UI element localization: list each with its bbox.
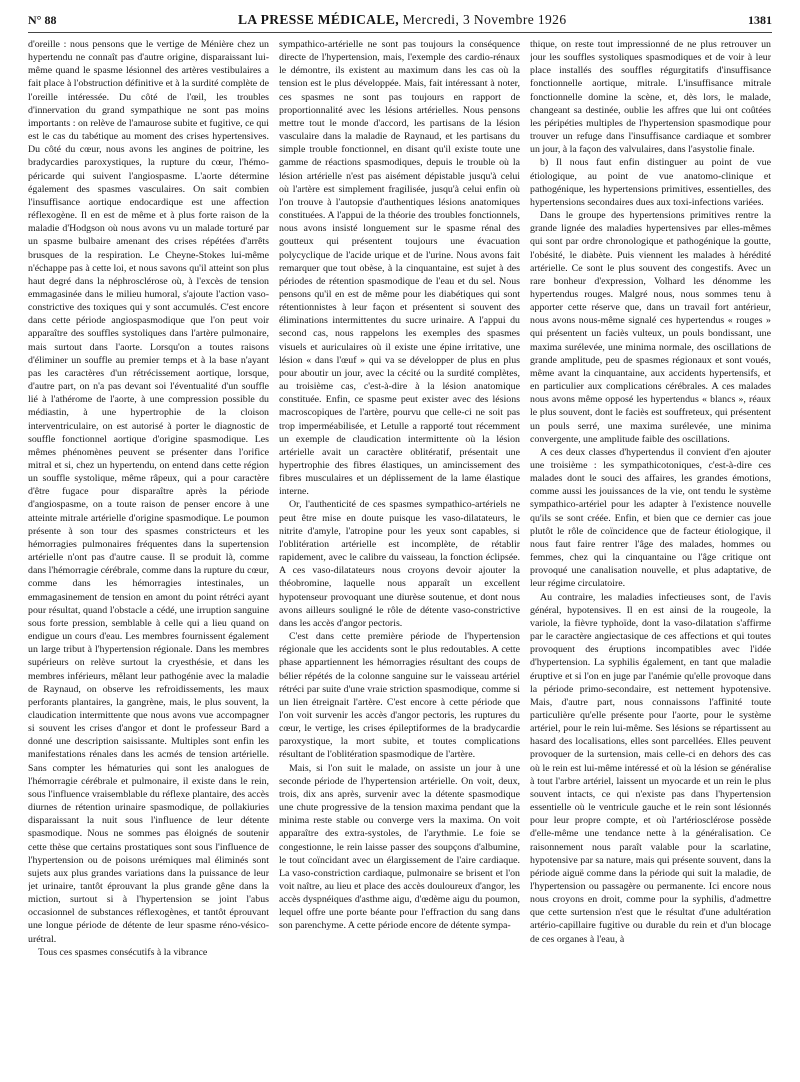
journal-masthead <box>238 12 567 28</box>
paragraph: Tous ces spasmes consécutifs à la vibrance <box>38 946 208 958</box>
paragraph: thique, on reste tout impressionné de ne plus retrouver un jour les souffles systoliques spasmodiques et de voir à leur place installés des souffles régurgitatifs d'insuffisance fonctionnelle aortique, mitrale. L'insuffisance mitrale fonctionnelle domine la scène, et, dès lors, le malade, changeant sa destinée, oublie les affres que lui ont coûtées les péripéties multiples de l'hypertension spasmodique pour trouver un refuge dans l'insuffisance cardiaque et sombrer un jour, à la façon des valvulaires, dans l'asystolie finale. <box>530 39 771 156</box>
article-body <box>28 38 772 1072</box>
journal-title: LA PRESSE MÉDICALE, <box>237 12 399 27</box>
issue-date: Mercredi, 3 Novembre 1926 <box>402 12 567 27</box>
text-column-3 <box>530 38 771 1072</box>
text-column-2 <box>279 38 520 1072</box>
text-column-1 <box>28 38 269 1072</box>
paragraph: Mais, si l'on suit le malade, on assiste un jour à une seconde période de l'hypertension artérielle. On voit, deux, trois, dix ans après, survenir avec la détente spasmodique une chute progressive de la tension maxima pendant que la minima reste stable ou converge vers la maxima. On voit apparaître des extra-systoles, de l'arythmie. Le foie se congestionne, le rein laisse passer des soupçons d'albumine, le tout coïncidant avec un élargissement de l'aire cardiaque. La vaso-constriction cardiaque, pulmonaire se brisent et l'on voit naître, au lieu et place des accès douloureux d'angor, les accès dyspnéiques d'asthme aigu, d'œdème aigu du poumon, lequel offre une porte béante pour l'effraction du sang dans son parenchyme. A cette période encore de détente sympa- <box>279 762 520 932</box>
paragraph: d'oreille : nous pensons que le vertige de Ménière chez un hypertendu ne connaît pas d'autre origine, disparaissant lui-même quand le spasme lésionnel des artères vestibulaires a fait place à l'obstruction définitive et à la surdité complète de l'oreille intéressée. Du côté de l'œil, les troubles d'innervation du grand sympathique ne sont pas moins importants : on relève de l'amaurose subite et fugitive, ce qui est le cas du tabétique au moment des crises hypertensives. Du côté du cœur, nous avons les angines de poitrine, les bradycardies paroxystiques, la rupture du cœur, l'hémo-péricarde qui suivent l'angiospasme. L'aorte détermine également des spasmes vasculaires. On sait combien l'insuffisance aortique endocardique est une affection réflexogène. Il en est de même et à plus forte raison de la maladie d'Hodgson où nous avons vu un malade torturé par un spasme bulbaire amenant des crises répétées d'arrêts brusques de la respiration. Le Cheyne-Stokes lui-même n'échappe pas à cette loi, et nous savons qu'il atteint son plus haut degré dans la néphrosclérose où, à l'excès de tension emmagasinée dans le milieu humoral, s'ajoute l'action vaso-constrictive des toxiques qui y sont accumulés. C'est encore dans cette période angiospasmodique que l'on peut voir apparaître des souffles systoliques dans l'artère pulmonaire, mais surtout dans l'aorte. Lorsqu'on a toutes raisons d'éliminer un souffle au premier temps et à la base n'ayant pas les caractères d'un rétrécissement aortique, lorsque, d'autre part, on n'a pas devant soi l'éventualité d'un souffle lié à l'athérome de l'aorte, à une compression possible du médiastin, à une hypertrophie de la cloison interventriculaire, on est autorisé à porter le diagnostic de souffle fonctionnel aortique d'origine spasmodique. Les mêmes phénomènes peuvent se présenter dans l'orifice mitral et si, chez un hypertendu, on entend dans cette région un souffle systolique, même râpeux, qui a pour caractère d'être fugace pour disparaître après la période d'angiospasme, on a toute raison de penser encore à une atteinte mitrale artérielle d'origine spasmodique. Le poumon présente à son tour des spasmes constricteurs et les hémorragies pulmonaires fréquentes dans la supertension artérielle n'ont pas d'autre cause. Il se produit là, comme dans l'hémorragie cérébrale, comme dans la rupture du cœur, comme dans les hémorragies intestinales, un emmagasinement de tension en amont du point rétréci ayant pour résultat, quand l'obstacle a cédé, une irruption sanguine sous forte pression, semblable à celle qui a lieu quand on endigue un cours d'eau. Les membres fournissent également un large tribut à l'hypertension régionale. Dans les membres supérieurs on relève surtout la cryesthésie, et dans les membres inférieurs, mêlant leur pathogénie avec la maladie de Raynaud, on observe les refroidissements, les maux perforants plantaires, la gangrène, mais, le plus souvent, la claudication intermittente que nous avons vue accompagner si souvent les crises d'angor et dont le professeur Bard a donné une description saisissante. Multiples sont enfin les manifestations rénales dans les acmés de tension artérielle. Sans compter les hématuries qui sont les analogues de l'hémorragie cérébrale et pulmonaire, il existe dans le rein, sous l'influence vraisemblable du réflexe plantaire, des accès diurnes de rétention urinaire spasmodique, de pollakiuries disparaissant la nuit sous l'influence de leur détente spasmodique. Nous ne sommes pas éloignés de soutenir cette thèse que certains prostatiques sont sous l'influence de l'hypertension ou de poisons urémiques mal éliminés sont sujets aux plus grandes variations dans la puissance de leur jet urinaire, tantôt éprouvant la plus grande gêne dans la miction, surtout si à l'hypertension se joint l'abus occasionnel de substances réflexogènes, et tantôt éprouvant une longue période de détente de leur spasme réno-vésico-urétral. <box>28 39 269 945</box>
page-header <box>28 8 772 33</box>
paragraph: Or, l'authenticité de ces spasmes sympathico-artériels ne peut être mise en doute puisque les vaso-dilatateurs, le nitrite d'amyle, l'atropine pour les yeux sont capables, si l'oblitération artérielle est incomplète, de rétablir rapidement, avec le calibre du vaisseau, la fonction éclipsée. A ces vaso-dilatateurs nous croyons devoir ajouter la théobromine, laquelle nous apparaît un excellent hypotenseur provoquant une diurèse soutenue, et dont nous avons ailleurs souligné le rôle de détente vaso-constrictive dans les accès d'angor pectoris. <box>279 499 520 629</box>
paragraph: b) Il nous faut enfin distinguer au point de vue étiologique, au point de vue anatomo-clinique et pathogénique, les hypertensions primitives, essentielles, des hypertensions secondaires dues aux toxi-infections variées. <box>530 157 771 208</box>
page-number: 1381 <box>748 12 772 27</box>
paragraph: A ces deux classes d'hypertendus il convient d'en ajouter une troisième : les sympathicotoniques, c'est-à-dire ces malades dont le souci des affaires, les grandes émotions, comme aussi les jouissances de la vie, ont tendu le système sympathico-artériel pour les adapter à l'existence nouvelle qu'ils se sont créée. Enfin, et bien que ce dernier cas joue plutôt le rôle de coïncidence que de facteur étiologique, il nous faut faire rentrer l'âge des malades, hommes ou femmes, chez qui la cinquantaine ou l'âge critique ont provoqué une canalisation nouvelle, et plus adaptative, de leur régime circulatoire. <box>530 446 771 590</box>
paragraph: Au contraire, les maladies infectieuses sont, de l'avis général, hypotensives. Il en est ainsi de la rougeole, la variole, la fièvre typhoïde, dont la vaso-dilatation s'affirme par le caractère angiectasique de ces affections et qui toutes provoquent des éruptions incompatibles avec l'idée d'hypertension. La syphilis également, en tant que maladie éruptive et si l'on en juge par l'anémie qu'elle provoque dans la période primo-secondaire, est nettement hypotensive. Mais, d'autre part, nous connaissons l'affinité toute particulière qu'elle présente pour l'aorte, pour le système artériel, pour le rein lui-même. Ses lésions se répartissent au hasard des localisations, elles sont parcellées. Elles peuvent provoquer de la surtension, mais celle-ci en dehors des cas où le rein est lui-même intéressé et où la lésion se généralise à tout l'arbre artériel, laissent un myocarde et un rein le plus souvent intacts, ce qui n'existe pas dans l'hypertension essentielle où le ventricule gauche et le rein sont lésionnés pour leur propre compte, et où l'artériosclérose possède d'elle-même une tendance nette à la généralisation. Ce raisonnement nous paraît valable pour la scarlatine, hypotensive par sa nature, mais qui présente souvent, dans la période aiguë comme dans la période qui suit la maladie, de l'hypertension ou passagère ou permanente. Ici encore nous nous croyons en droit, comme pour la syphilis, d'admettre que cette surtension n'est que le résultat d'une adultération artério-capillaire fugitive ou durable du rein et d'un blocage de ces organes à l'eau, à <box>530 591 771 945</box>
issue-number: N° 88 <box>28 12 57 27</box>
paragraph: C'est dans cette première période de l'hypertension régionale que les accidents sont le plus redoutables. A cette phase appartiennent les hémorragies résultant des coups de bélier répétés de la colonne sanguine sur le vaisseau artériel rétréci par suite d'une vraie striction spasmodique, comme si un lien étreignait l'artère. C'est encore à cette période que l'on voit survenir les accès d'angor pectoris, les ruptures du cœur, le vertige, les crises épileptiformes de la bradycardie paroxystique, la mort subite, et toutes complications résultant de l'oblitération spasmodique de l'artère. <box>279 631 520 761</box>
paragraph: Dans le groupe des hypertensions primitives rentre la grande lignée des maladies hypertensives par elles-mêmes qui sont par ordre chronologique et pathogénique la goutte, l'obésité, le diabète. Puis viennent les malades à hérédité artérielle. Ce sont le plus souvent des congestifs. Avec un rare bonheur d'expression, Volhard les dénomme les hypertendus rouges. Malgré nous, nous sommes tenu à apporter cette réserve que, dans un travail fort antérieur, nous avons nous-même signalé ces hypertendus « rouges » qui présentent un faciès vulteux, un pouls bondissant, une maxima surélevée, une minima normale, des oscillations de grande amplitude, peu de spasmes régionaux et sont voués, même avant la cinquantaine, aux accidents hypertensifs, et en particulier aux complications cérébrales. A ces malades nous avons même opposé les hypertendus « blancs », réaux le plus souvent, dont le faciès est souffreteux, qui présentent un pouls serré, une maxima surélevée, une minima convergente, une amplitude faible des oscillations. <box>530 210 771 445</box>
paragraph: sympathico-artérielle ne sont pas toujours la conséquence directe de l'hypertension, mais, l'exemple des cardio-rénaux le démontre, ils existent au maximum dans les cas où la tension est le plus développée. Mais, fait intéressant à noter, ces spasmes ne sont pas toujours en rapport de proportionnalité avec les lésions artérielles. Nous pensons mettre tout le monde d'accord, les partisans de la lésion vasculaire dans la maladie de Raynaud, et les partisans du simple trouble fonctionnel, en disant qu'il existe toute une gamme de réactions spasmodiques, depuis le trouble où la lésion artérielle n'est pas aisément dépistable jusqu'à celui où l'artère est simplement fragilisée, jusqu'à celui enfin où l'on trouve à l'autopsie d'authentiques lésions anatomiques constituées. A l'appui de la théorie des troubles fonctionnels, nous avons insisté longuement sur le spasme rénal des goutteux qui présentent toujours une évacuation polycyclique de l'acide urique et de l'urine. Nous avons fait remarquer que tout obèse, à la cinquantaine, est sujet à des périodes de rétention spasmodique de l'eau et du sel. Nous pensons qu'il en est de même pour les diabétiques qui sont rétentionnistes à leur façon et présentent si souvent des éliminations intermittentes du sucre urinaire. A l'appui du second cas, nous rappelons les exemples des spasmes visuels et auriculaires où il existe une épine irritative, une lésion « dans l'œuf » qui va se développer de plus en plus pour aboutir un jour, avec la cécité ou la surdité complètes, au troisième cas, c'est-à-dire à la lésion anatomique constituée. Enfin, ce spasme peut exister avec des lésions macroscopiques de l'artère, pourvu que celle-ci ne soit pas trop imperméabilisée, et Letulle a rapporté tout récemment un exemple de claudication intermittente où la lésion artérielle avait un caractère oblitératif, présentait une hypertrophie des fibres élastiques, un amincissement des fibres musculaires et un déplissement de la lame élastique interne. <box>279 39 520 498</box>
